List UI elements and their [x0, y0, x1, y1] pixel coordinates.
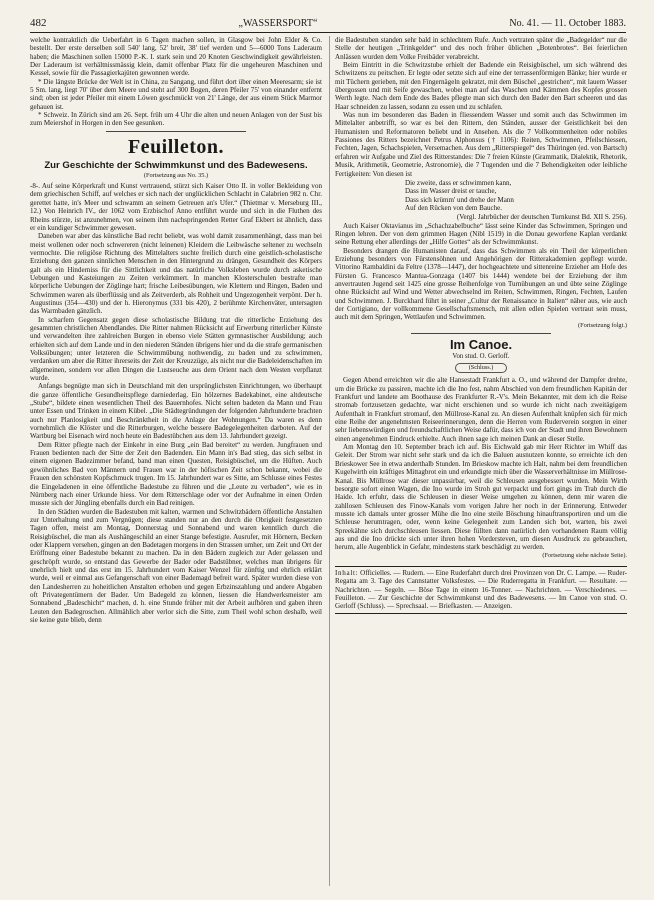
verse-line: Dass sich krümm' und drehe der Mann: [405, 195, 514, 204]
page-header: [30, 16, 626, 30]
verse-block: [335, 179, 627, 212]
article-paragraph: Gegen Abend erreichten wir die alte Hansestadt Frankfurt a. O., und während der Dampfer drehte, um die Brücke zu passiren, machte ich die Ino fest, nahm Abschied von dem freundlichen Kapitän der Frankfurt und landete am Boothause des Frankfurter R.-V's. Mein Bekannter, mit dem ich die Reise stromab fortzusetzen gedachte, war nicht erschienen und so wurde ich nicht nach zweitägigem Aufenthalt in Frankfurt stromauf, den Müllrose-Kanal zu. An diesen Aufenthalt knüpfen sich für mich eine Reihe der angenehmsten Reiseerinnerungen, denn die Herren vom Ruderverein sorgten in einer sehr liebenswürdigen und freundschaftlichen Weise dafür, dass ich von der Stadt und ihren Bewohnern einen angenehmen Eindruck erhielte. Auch ihnen sage ich meinen Dank an dieser Stelle.: [335, 376, 627, 443]
article-paragraph: In den Städten wurden die Badestuben mit kalten, warmen und Schwitzbädern öffentliche Anstalten zur Unterhaltung und zum Vergnügen; diese standen nur an den durch die Obrigkeit festgesetzten Tagen offen, meist am Montag, Donnerstag und Sonnabend und waren kenntlich durch die Reisigbüschel, die man als Aushängeschild an einer Stange befestigte. Ausrufer, mit Hörnern, Becken oder Klappern versehen, gingen an den Badetagen morgens in den Strassen umher, um Zeit und Ort der Eröffnung einer Badestube bekannt zu machen. Da in den Bädern zugleich zur Ader gelassen und geschröpft wurde, so entstand das Gewerbe der Bader oder Badstübner, welches man übrigens für unehrlich hielt und das erst im 15. Jahrhundert vom Kaiser Wenzel für zünftig und ehrlich erklärt wurde, weil er einmal aus Gefangenschaft von einer Bademagd befreit ward. Später wurden diese von den Landesherren zu hoheitlichen Anstalten erhoben und gegen Erbzinszahlung und andere Abgaben oft Privategentümern der Bader. Um Badegeld zu können, liessen die Handwerksmeister am Sonnabend „Badeschicht“ machen, d. h. eine Stunde früher mit der Arbeit aufhören und gaben ihren Leuten den Badegroschen. Allmählich aber verlor sich die Sitte, zum Theil wohl schon deshalb, weil sie keine gute blieb, denn: [30, 507, 322, 624]
verse-line: Auf den Rücken von dem Bauche.: [405, 203, 503, 212]
continued-note: (Fortsetzung folgt.): [578, 321, 627, 329]
conclusion-badge: (Schluss.): [455, 363, 507, 373]
journal-title: „WASSERSPORT“: [238, 17, 318, 29]
page-number: 482: [30, 17, 47, 29]
canoe-title: Im Canoe.: [449, 337, 513, 353]
article-paragraph: In scharfem Gegensatz gegen diese scholastische Bildung trat die ritterliche Erziehung des gesammten christlichen Abendlandes. Die Ritter nahmen Rücksicht auf Erwerbung ritterlicher Künste und verwandelten ihre zahlreichen Burgen in ebenso viele Stätten gymnastischer Ausbildung; auch erhielten sich auf dem Lande und in den niederen Ständen übrigens hier und da die strafe germanischen Volksübungen; unter letzteren die Schwimmübung nothwendig, zu baden und zu schwimmen, verdanken um aber die Ritter ihrerseits der Zeit der Kreuzzüge, als nicht nur die Badeleidenschaften im allgemeinen, sondern vor allen Dingen die Lustseuche aus dem Orient nach dem Westen verpflanzt wurde.: [30, 315, 322, 383]
verse-line: Die zweite, dass er schwimmen kann,: [405, 178, 512, 187]
contents-label: Inhalt:: [335, 568, 359, 577]
canoe-byline: Von stud. O. Gerloff.: [452, 353, 510, 361]
article-paragraph: Was nun im besonderen das Baden in fliessendem Wasser und somit auch das Schwimmen im Mittelalter anbetrifft, so war es bei den Rittern, den Ständen, ausser der Geistlichkeit bei den Humanisten und Reformatoren beliebt und in Ansehen. Als die 7 Vollkommenheiten oder nobiles Passiones des Ritters bezeichnet Petrus Alphonsus († 1106): Reiten, Schwimmen, Pfeilschiessen, Fechten, Jagen, Schachspielen, Versemachen. Aus dem „Ritterspiegel“ des Thüringen (ed. von Bartsch) erfahren wir Aufgabe und Ziel des Ritterstandes: Die 7 freien Künste (Grammatik, Dialektik, Rhetorik, Musik, Arithmetik, Geometrie, Astronomie), die 7 Tugenden und die 7 Behendigkeiten oder leibliche Fertigkeiten: Von diesen ist: [335, 111, 627, 178]
article-paragraph: Besonders drangen die Humanisten darauf, dass das Schwimmen als ein Theil der körperlichen Erziehung besonders von Fürstensöhnen und Angehörigen der Ritterakademien gepflegt wurde. Vittorino Rambaldini da Feltre (1378—1447), der hochgeachtete und sittenreine Erzieher am Hofe des Fürsten G. Francesco Mantua-Gonzaga (1407 bis 1444) wendete bei der Erziehung der ihm anvertrauten Jugend seit 1425 eine grosse Reihenfolge von Turnübungen an und übte seine Zöglinge ohne Rücksicht auf Wind und Wetter abwechselnd im Reiten, Schwimmen, Ringen, Fechten, Laufen und Schwimmen. J. Burckhard führt in seiner „Cultur der Renaissance in Italien“ näher aus, wie auch der Cortigiano, der vollkommene Gesellschaftsmensch, mit allen edlen Spielen vertraut sein muss, auch mit dem Springen, Wettlaufen und Schwimmen.: [335, 246, 627, 322]
section-divider: [106, 131, 246, 132]
right-column: [335, 36, 627, 886]
news-paragraph: * Schweiz. In Zürich sind am 26. Sept. früh um 4 Uhr die alten und neuen Anlagen von der Sust bis zum Meiershof in Horgen in den See gesunken.: [30, 111, 322, 128]
article-paragraph: Auch Kaiser Oktavianus im „Schachzabelbuche“ lässt seine Kinder das Schwimmen, Springen und Ringen lehren. Der von dem grimmen Hagen (Nibl 1519) in die Donau geworfene Kaplan verdankt seine Rettung eher allerdings der „Hilfe Gottes“ als der Schwimmkunst.: [335, 221, 627, 247]
article-paragraph: Dem Ritter pflegte nach der Einkehr in eine Burg „ein Bad bereitet“ zu werden. Jungfrauen und Frauen bedienten nach der Sitte der Zeit den Badenden. Ein Mann in's Bad stieg, das sich selbst in einem eigenen Badezimmer befand, band man einen Questen, Reisigbüschel, um die Hüften. Auch gewöhnliches Bad von Männern und Frauen war in der höfischen Zeit schon bekannt, wobei die Frauen den schönsten Kopfschmuck trugen. Im 15. Jahrhundert war es Sitte, am Schlusse eines Festes die Eingeladenen in eine öffentliche Badestube zu führen und die „Leute zu verbaden“, wie es in Nürnberg nach einer Urkunde hiess. Vor dem Ritterschlage oder vor der Aufnahme in einen Orden musste sich der Jüngling ebenfalls durch ein Bad reinigen.: [30, 440, 322, 508]
feuilleton-subtitle: Zur Geschichte der Schwimmkunst und des Badewesens.: [44, 159, 308, 171]
article-paragraph: Anfangs begnügte man sich in Deutschland mit den ursprünglichsten Einrichtungen, wo überhaupt die ganze öffentliche Gesundheitspflege darniederlag. Ein hölzernes Badekabinet, eine altdeutsche „Stube“, bildete einen wesentlichen Theil des Bauernhofes. Nicht selten badeten da Mann und Frau unter Essen und Trinken in einem Kübel. „Die Städtegründungen der folgenden Jahrhunderte brachten auch nur Planlosigkeit und Beschränktheit in die Anlage der Wohnungen.“ Da waren es denn vornehmlich die Klöster und die Ritterburgen, welche bessere Badegelegenheiten darboten. Auf der Wartburg bei Eisenach wird noch heute ein Badestübchen aus dem 13. Jahrhundert gezeigt.: [30, 382, 322, 441]
column-separator: [329, 36, 330, 886]
article-paragraph: Am Montag den 10. September brach ich auf. Bis Eichwald gab mir Herr Richter im Whiff das Geleit. Der Strom war nicht sehr stark und da ich die Baluen ausnutzen konnte, so erreichte ich den Brieskower See in etwa anderthalb Stunden. Im Brieskow machte ich Halt, nahm bei dem freundlichen Kugelwirth ein kräftiges Mittagbrot ein und erkundigte mich über die Wasserverhältnisse im Müllrose-Kanal. Bis Müllrose war dieser unpassirbar, weil die Schleusen ausgebessert wurden. Mein Wirth besorgte sofort einen Wagen, die Ino wurde im Stroh gut verpackt und fort gings im Trab durch die Haide. Ich erfuhr, dass die Schleusen in dieser Weise umgehen zu können, denn mir waren die zahllosen Schleusen des Finow-Kanals vom vorigen Jahre her noch in der Erinnerung. Entweder musste ich damals unter grosser Mühe die Ino eine steile Böschung hinauftransportiren und um die Schleuse herumtragen, oder, wenn keine Gelegenheit zum Landen sich bot, warten, bis zwei Spreekähne sich durchschleusen liessen. Diese füllten dann natürlich den vorhandenen Raum völlig aus und die Ino drückte sich unter ihren hohen Vordersteven, um diesen Ausdruck zu gebrauchen, herum, alle Augenblick in Gefahr, mindestens stark beschädigt zu werden.: [335, 443, 627, 552]
news-paragraph: welche kontraktlich die Ueberfahrt in 6 Tagen machen sollen, in Glasgow bei John Elder & Co. bestellt. Der erste derselben soll 540' lang, 52' breit, 38' tief werden und 5—6000 Tons Laderaum haben; die Maschinen sollen 15000 P.-K. I. stark sein und 20 Knoten Geschwindigkeit gewährleisten. Der Laderaum ist verhältnissmässig klein, damit offenbar Platz für die ungeheuren Maschinen und Kessel, sowie für die Passagierkajüten gewonnen werde.: [30, 36, 322, 78]
verse-reference: (Vergl. Jahrbücher der deutschen Turnkunst Bd. XII S. 256).: [456, 213, 627, 222]
left-column: [30, 36, 322, 886]
section-divider: [411, 333, 551, 334]
news-paragraph: * Die längste Brücke der Welt ist in China, zu Sangang, und führt dort über einen Meeresarm; sie ist 5 Sm. lang, liegt 70' über dem Meere und steht auf 300 Bogen, deren Pfeiler 75' von einander entfernt sind; oben ist jeder Pfeiler mit einem Löwen geschmückt von 21' Länge, der aus einem Stück Marmor gehauen ist.: [30, 77, 322, 111]
continued-note: (Fortsetzung siehe nächste Seite).: [542, 551, 627, 559]
feuilleton-title: Feuilleton.: [127, 135, 225, 158]
article-paragraph: Daneben war aber das künstliche Bad recht beliebt, was wohl damit zusammenhängt, dass man bei meist wollenen oder noch schwereren (nicht leinenen) Kleidern die Leibwäsche seltener zu wechseln vermochte. Die religiöse Richtung des Mittelalters suchte freilich durch eine geistlich-scholastische Erziehung den ganzen sinnlichen Menschen in den Hintergrund zu drängen, Gesundheit des Körpers galt als ein Hinderniss für die Sittlichkeit und das natürliche Volksleben wurde durch asketische Uebungen und Kasteiungen zu Zeiten verkümmert. In manchen Klosterschulen bestrafte man körperliche Uebungen der Zöglinge hart; frische Leibesübungen, wie Klettern und Ringen, Baden und Schwimmen waren als überflüssig und als Zeitverderb, als Rohheit und Ungezogenheit verpönt. Der h. Augustinus (354—430) und der h. Hieronymus (331 bis 420), 2 berühmte Kirchenväter, untersagten das Warmbaden gänzlich.: [30, 232, 322, 316]
header-rule: [30, 32, 626, 33]
continuation-note: (Fortsetzung aus No. 35.): [143, 171, 209, 179]
issue-info: No. 41. — 11. October 1883.: [509, 17, 626, 29]
table-of-contents: [335, 566, 627, 614]
verse-line: Dass im Wasser dreist er tauche,: [405, 187, 497, 196]
contents-text: Officielles. — Rudern. — Eine Ruderfahrt durch drei Provinzen von Dr. C. Lampe. — Ruder-Regatta am 3. Tage des Cannstatter Volksfestes. — Die Ruderregatta in Frankfurt. — Resultate. — Nachrichten. — Segeln. — Böse Tage in einem 16-Tonner. — Nachrichten. — Verschiedenes. — Feuilleton. — Zur Geschichte der Schwimmkunst und des Badewesens. — Im Canoe von stud. O. Gerloff (Schluss). — Sprechsaal. — Briefkasten. — Anzeigen.: [335, 568, 627, 611]
article-paragraph: Beim Eintritt in die Schwitzstube erhielt der Badende ein Reisigbüschel, um sich während des Schwitzens zu peitschen. Er legte oder setzte sich auf eine der terrassenförmigen Bänke; hier wurde er mit Tüchern gerieben, mit den Fingernägeln gekratzt, mit dem Büschel „gestrichen“, mit lauem Wasser übergossen und mit Seife gewaschen, wobei man auf das Waschen und Kämmen des Kopfes grossen Werth legte. Nach dem Ende des Bades pflegte man sich durch den Bader den Bart scheeren und das Haar schneiden zu lassen, sodann zu essen und zu schlafen.: [335, 61, 627, 111]
article-paragraph: die Badestuben standen sehr bald in schlechtem Rufe. Auch vertraten später die „Badegelder“ nur die Stelle der heutigen „Trinkgelder“ und des noch früher üblichen „Botenbrotes“. Bei feierlichen Anlässen wurden dem Volke Freibäder verabreicht.: [335, 36, 627, 61]
article-paragraph: -8-. Auf seine Körperkraft und Kunst vertrauend, stürzt sich Kaiser Otto II. in voller Bekleidung von dem griechischen Schiff, auf welches er sich nach der unglücklichen Schlacht in Calabrien 982 n. Chr. gerettet hatte, in's Meer und schwamm an seinem Getreuen an's Ufer.“ (Thietmar v. Merseburg III., 12.) Von Heinrich IV., der 1062 vom Erzbischof Anno entführt wurde und sich in die Fluthen des Rheins stürzte, ist anzunehmen, von seinem ihm nachspringenden Retter Graf Ekbert ist ähnlich, dass er ein kundiger Schwimmer gewesen.: [30, 182, 322, 232]
